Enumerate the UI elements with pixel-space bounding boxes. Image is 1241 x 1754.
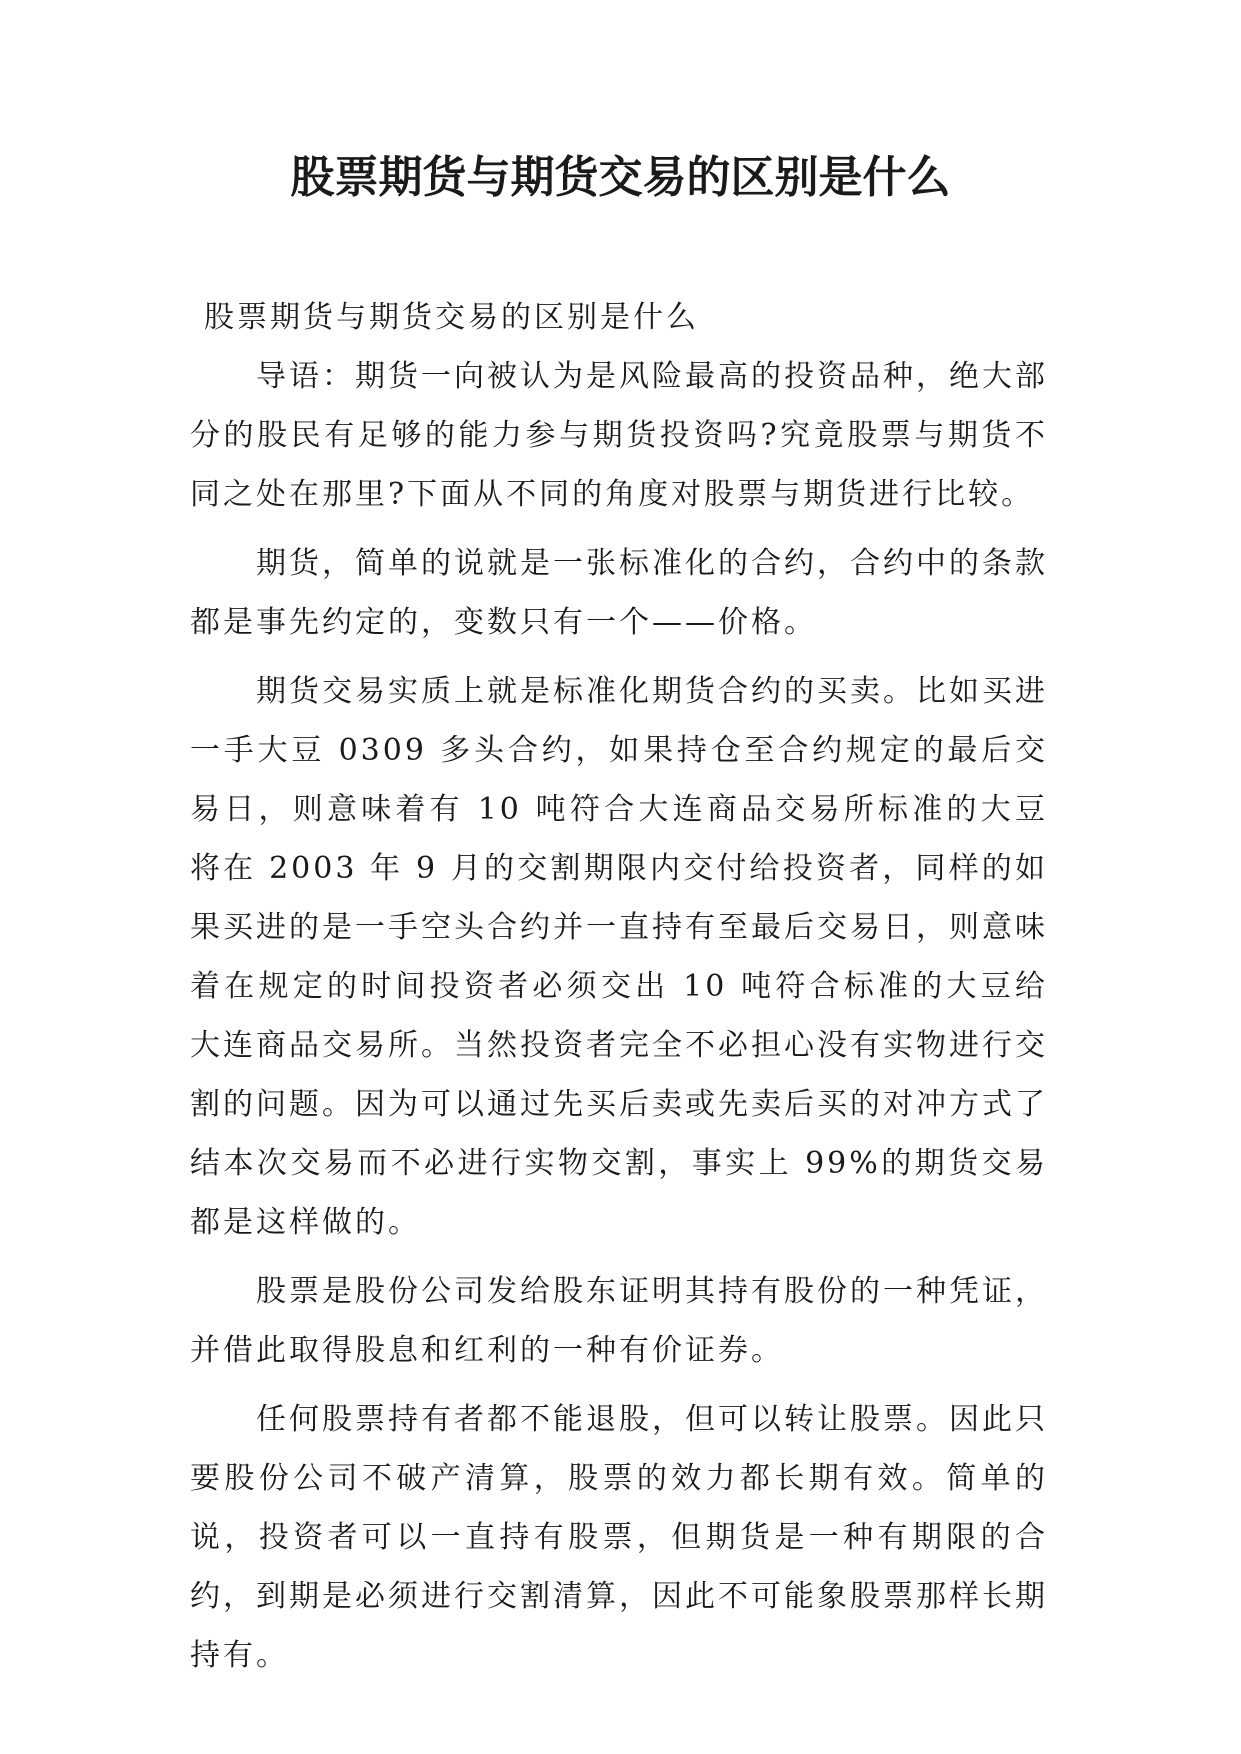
paragraph-futures-trading: 期货交易实质上就是标准化期货合约的买卖。比如买进一手大豆 0309 多头合约，如果持仓至合约规定的最后交易日，则意味着有 10 吨符合大连商品交易所标准的大豆将在 2003 年 9 月的交割期限内交付给投资者，同样的如果买进的是一手空头合约并一直持有至最后交易日，则意味着在规定的时间投资者必须交出 10 吨符合标准的大豆给大连商品交易所。当然投资者完全不必担心没有实物进行交割的问题。因为可以通过先买后卖或先卖后买的对冲方式了结本次交易而不必进行实物交割，事实上 99%的期货交易都是这样做的。 <box>190 674 1048 1240</box>
document-title: 股票期货与期货交易的区别是什么 <box>290 152 951 203</box>
document-body <box>190 288 1048 1685</box>
paragraph-holding-period: 任何股票持有者都不能退股，但可以转让股票。因此只要股份公司不破产清算，股票的效力都长期有效。简单的说，投资者可以一直持有股票，但期货是一种有期限的合约，到期是必须进行交割清算，因此不可能象股票那样长期持有。 <box>190 1402 1048 1673</box>
paragraph-futures-definition: 期货，简单的说就是一张标准化的合约，合约中的条款都是事先约定的，变数只有一个——价格。 <box>190 546 1048 640</box>
document-subtitle: 股票期货与期货交易的区别是什么 <box>204 300 699 335</box>
paragraph-intro: 导语：期货一向被认为是风险最高的投资品种，绝大部分的股民有足够的能力参与期货投资吗?究竟股票与期货不同之处在那里?下面从不同的角度对股票与期货进行比较。 <box>190 359 1048 512</box>
paragraph-stock-definition: 股票是股份公司发给股东证明其持有股份的一种凭证，并借此取得股息和红利的一种有价证券。 <box>190 1274 1048 1368</box>
